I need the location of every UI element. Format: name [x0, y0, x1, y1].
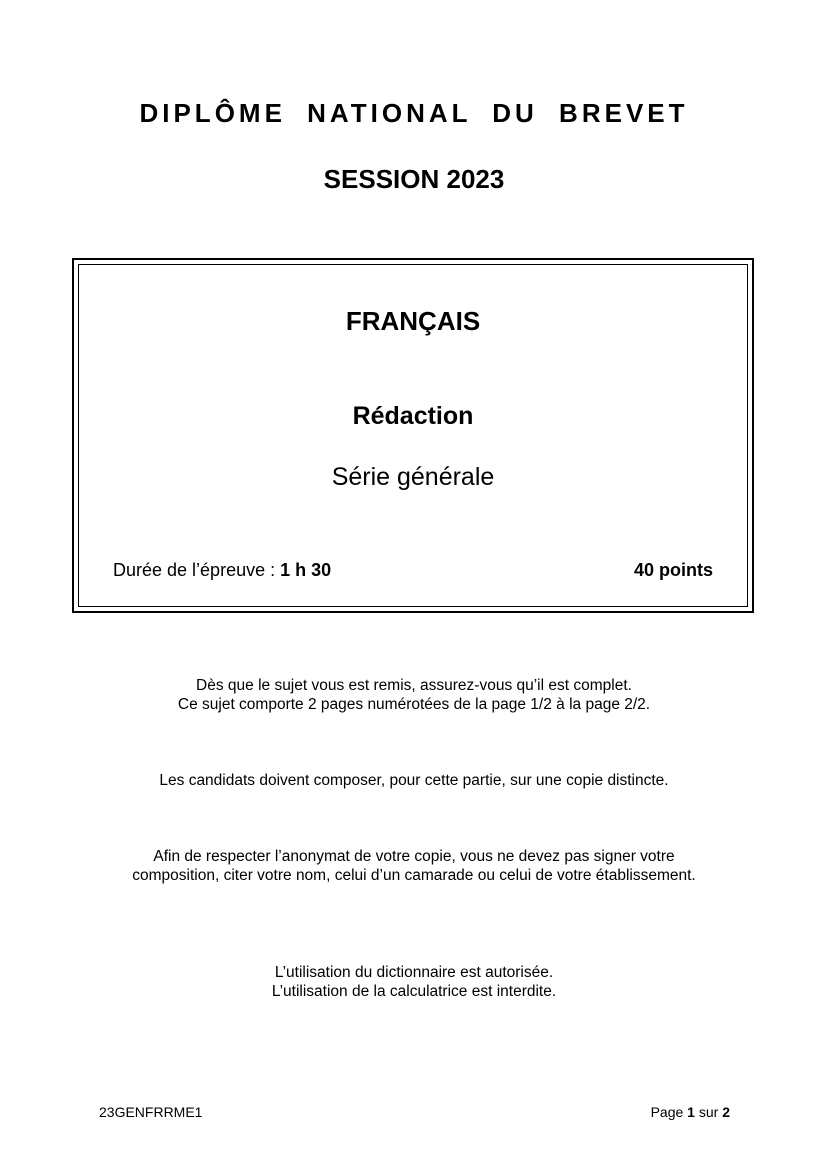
instruction-completeness-line2: Ce sujet comporte 2 pages numérotées de la page 1/2 à la page 2/2. [177, 696, 651, 713]
instruction-completeness-line1: Dès que le sujet vous est remis, assurez-vous qu’il est complet. [196, 677, 632, 694]
instruction-calculator: L’utilisation de la calculatrice est interdite. [271, 983, 557, 1000]
instruction-tools [0, 963, 828, 1001]
subject-title: FRANÇAIS [345, 306, 481, 336]
exam-info-box-inner-border [78, 264, 748, 607]
page-total: 2 [722, 1104, 730, 1120]
exam-info-box [72, 258, 754, 613]
exam-series: Série générale [331, 463, 495, 491]
instruction-anonymity-line1: Afin de respecter l’anonymat de votre copie, vous ne devez pas signer votre [153, 848, 675, 865]
diploma-title: DIPLÔME NATIONAL DU BREVET [139, 98, 689, 128]
instruction-copy: Les candidats doivent composer, pour cette partie, sur une copie distincte. [159, 772, 669, 789]
exam-part: Rédaction [352, 402, 474, 430]
instruction-dictionary: L’utilisation du dictionnaire est autorisée. [274, 964, 554, 981]
page-middle: sur [694, 1104, 723, 1120]
page-current: 1 [687, 1104, 695, 1120]
instruction-anonymity-line2: composition, citer votre nom, celui d’un camarade ou celui de votre établissement. [132, 867, 696, 884]
session-title: SESSION 2023 [323, 164, 505, 194]
instruction-completeness [0, 676, 828, 714]
footer-subject-code: 23GENFRRME1 [99, 1104, 203, 1120]
duration-label: Durée de l’épreuve : [113, 560, 281, 580]
footer-page-number [651, 1104, 730, 1120]
page-prefix: Page [650, 1104, 688, 1120]
instruction-anonymity [0, 847, 828, 885]
exam-points: 40 points [633, 560, 713, 580]
duration-value: 1 h 30 [280, 560, 332, 580]
exam-duration [113, 560, 331, 581]
